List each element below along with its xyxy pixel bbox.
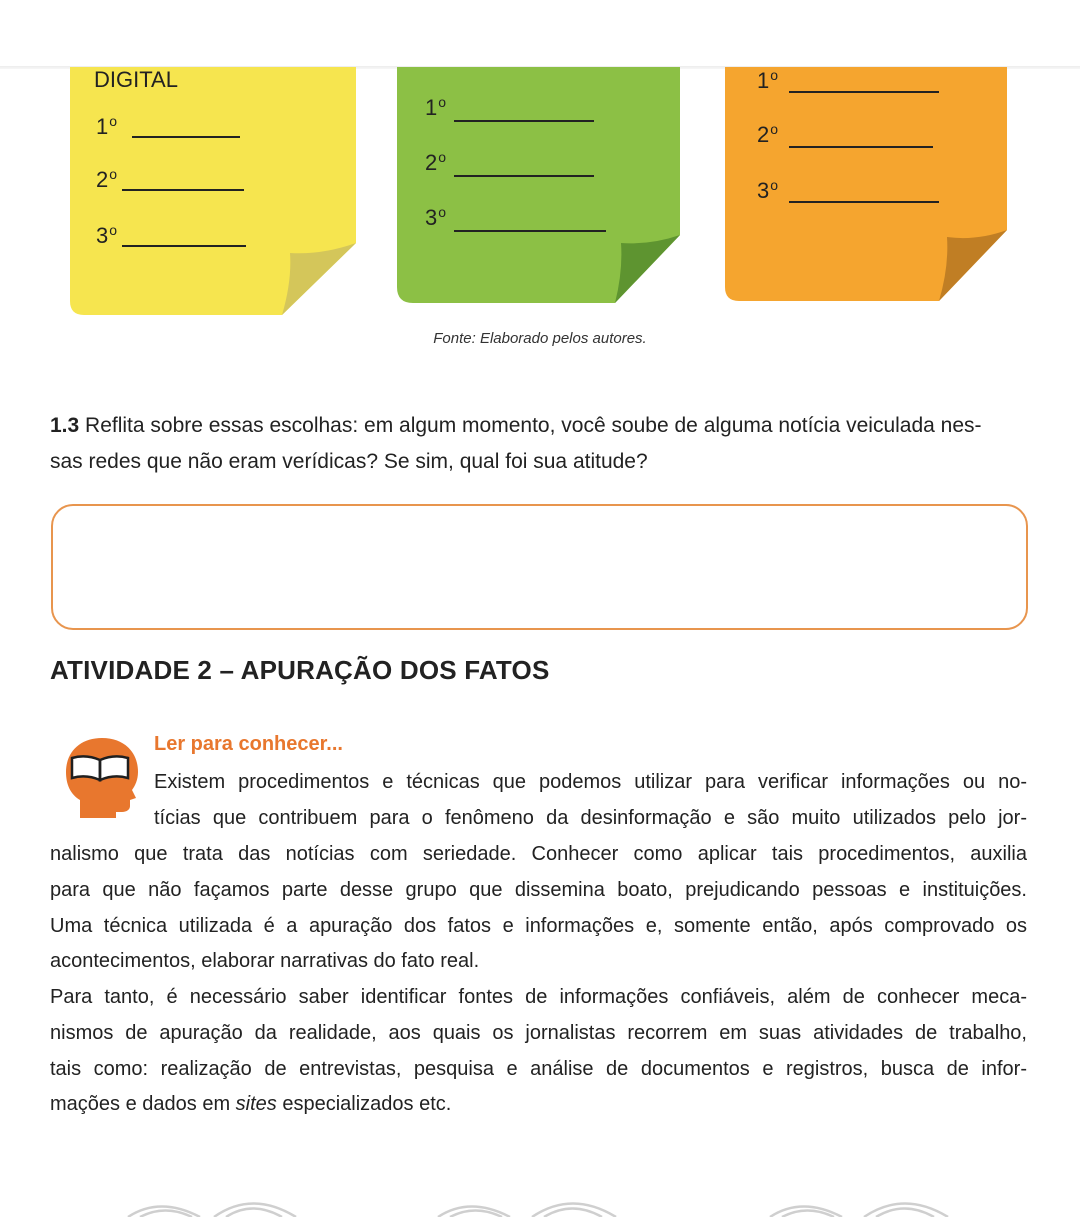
note-heading: DIGITAL [94,67,178,92]
reading-paragraph-2 [50,837,1027,980]
note-fold [282,243,356,315]
note-item-1-line [132,136,240,138]
paragraph-line: tícias que contribuem para o fenômeno da desinformação e são muito utilizados pelo jor- [154,806,1027,829]
question-1-3 [50,408,1030,480]
sticky-note-green [397,67,683,307]
note-fold [939,230,1007,301]
paragraph-line: nalismo que trata das notícias com seriedade. Conhecer como aplicar tais procedimentos, auxilia [50,843,1027,865]
note-item-3-label: 3$^o$ [757,177,779,203]
question-text-line-1: Reflita sobre essas escolhas: em algum momento, você soube de alguma notícia veiculada nes- [85,414,982,437]
reading-paragraph-1 [154,765,1027,837]
paragraph-line: tais como: realização de entrevistas, pesquisa e análise de documentos e registros, busca de infor- [50,1057,1027,1080]
note-item-1-label: 1$^o$ [757,67,779,93]
question-number: 1.3 [50,414,80,437]
note-item-2-line [454,175,594,177]
reading-paragraph-3 [50,980,1027,1123]
top-bar [0,0,1080,67]
note-item-3-line [122,245,246,247]
note-item-3-label: 3$^o$ [96,222,118,248]
activity-title: ATIVIDADE 2 – APURAÇÃO DOS FATOS [50,655,550,685]
head-book-icon [62,734,142,820]
paragraph-line: Para tanto, é necessário saber identificar fontes de informações confiáveis, além de conhecer meca- [50,986,1027,1008]
note-item-3-line [454,230,606,232]
note-item-2-line [122,189,244,191]
bottom-decoration [0,1190,1080,1217]
note-fold [615,235,680,303]
note-item-3-line [789,201,939,203]
note-item-1-label: 1$^o$ [425,94,447,120]
question-text-line-2: sas redes que não eram verídicas? Se sim, qual foi sua atitude? [50,450,648,473]
sticky-note-orange [725,67,1010,305]
figure-caption: Fonte: Elaborado pelos autores. [433,330,647,347]
note-item-1-line [454,120,594,122]
note-item-2-label: 2$^o$ [96,166,118,192]
note-item-1-label: 1$^o$ [96,113,118,139]
note-item-2-line [789,146,933,148]
note-item-1-line [789,91,939,93]
paragraph-line: mações e dados em sites especializados etc. [50,1093,452,1116]
note-item-2-label: 2$^o$ [425,149,447,175]
note-item-2-label: 2$^o$ [757,121,779,147]
italic-word: sites [235,1093,277,1116]
paragraph-line: Uma técnica utilizada é a apuração dos fatos e informações e, somente então, após comprovado os [50,914,1027,937]
paragraph-line: para que não façamos parte desse grupo que dissemina boato, prejudicando pessoas e instituições. [50,878,1027,901]
note-item-3-label: 3$^o$ [425,204,447,230]
paragraph-line: nismos de apuração da realidade, aos quais os jornalistas recorrem em suas atividades de trabalho, [50,1021,1027,1044]
answer-box[interactable] [51,504,1028,630]
reading-heading: Ler para conhecer... [154,733,343,755]
paragraph-line: Existem procedimentos e técnicas que podemos utilizar para verificar informações ou no- [154,771,1027,793]
sticky-note-yellow [70,67,360,317]
paragraph-line: acontecimentos, elaborar narrativas do fato real. [50,950,480,973]
